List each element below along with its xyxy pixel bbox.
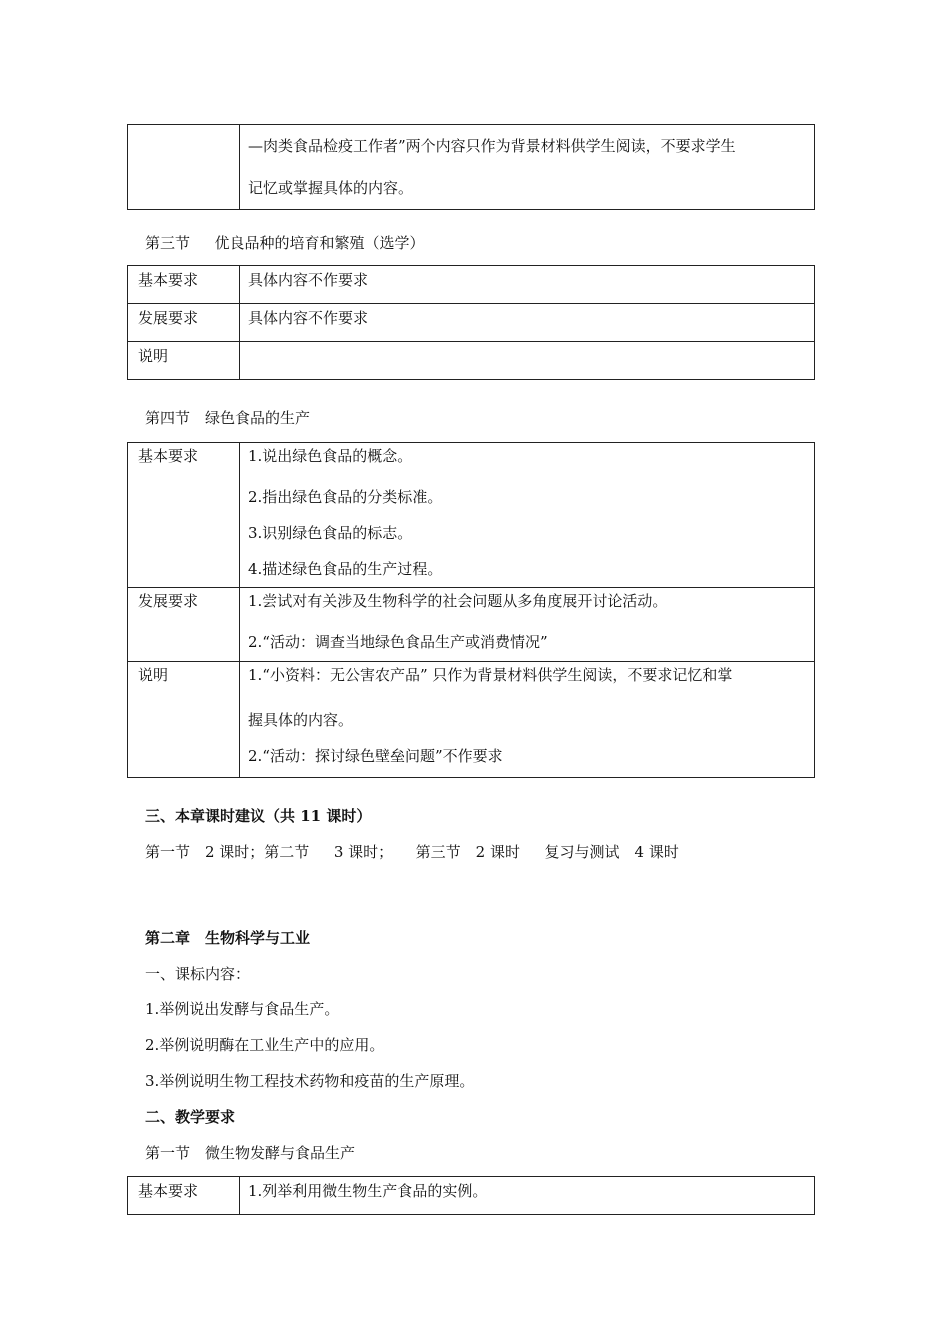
- section-3-table: [127, 265, 815, 380]
- row-value: [240, 1177, 815, 1215]
- standards-heading: 一、课标内容：: [145, 965, 251, 983]
- chapter-2-section-1-table: [127, 1176, 815, 1215]
- table-row: [128, 588, 815, 662]
- row-key: 发展要求: [128, 304, 240, 342]
- hours-heading: 三、本章课时建议（共 11 课时）: [145, 807, 372, 825]
- row-key: 说明: [128, 342, 240, 380]
- row-line: 具体内容不作要求: [248, 271, 369, 289]
- row-value: [240, 443, 815, 588]
- table-row: [128, 266, 815, 304]
- row-line: 2.“活动：探讨绿色壁垒问题”不作要求: [248, 747, 503, 765]
- top-table: [127, 124, 815, 210]
- section-4-title: 第四节 绿色食品的生产: [145, 409, 311, 427]
- row-line: 2.指出绿色食品的分类标准。: [248, 488, 443, 506]
- row-key: [128, 125, 240, 210]
- row-value: [240, 266, 815, 304]
- row-key: 说明: [128, 662, 240, 778]
- row-value: [240, 125, 815, 210]
- hours-line: 第一节 2 课时；第二节 3 课时； 第三节 2 课时 复习与测试 4 课时: [145, 843, 679, 861]
- standard-item: 1.举例说出发酵与食品生产。: [145, 1000, 340, 1018]
- row-line: 1.说出绿色食品的概念。: [248, 447, 413, 465]
- row-line: —肉类食品检疫工作者”两个内容只作为背景材料供学生阅读，不要求学生: [248, 137, 736, 155]
- row-value: [240, 662, 815, 778]
- row-value: [240, 342, 815, 380]
- row-value: [240, 588, 815, 662]
- section-3-title: 第三节 优良品种的培育和繁殖（选学）: [145, 234, 425, 252]
- row-key: 基本要求: [128, 266, 240, 304]
- row-value: [240, 304, 815, 342]
- row-line: 握具体的内容。: [248, 711, 354, 729]
- row-line: 3.识别绿色食品的标志。: [248, 524, 413, 542]
- row-line: 4.描述绿色食品的生产过程。: [248, 560, 443, 578]
- row-line: 2.“活动：调查当地绿色食品生产或消费情况”: [248, 633, 548, 651]
- row-line: 记忆或掌握具体的内容。: [248, 179, 414, 197]
- table-row: [128, 443, 815, 588]
- table-row: [128, 1177, 815, 1215]
- row-key: 基本要求: [128, 1177, 240, 1215]
- chapter-2-title: 第二章 生物科学与工业: [145, 929, 311, 947]
- teaching-heading: 二、教学要求: [145, 1108, 236, 1126]
- standard-item: 2.举例说明酶在工业生产中的应用。: [145, 1036, 385, 1054]
- section-4-table: [127, 442, 815, 778]
- row-line: 具体内容不作要求: [248, 309, 369, 327]
- row-line: 1.列举利用微生物生产食品的实例。: [248, 1182, 488, 1200]
- table-row: [128, 304, 815, 342]
- row-line: 1.“小资料：无公害农产品” 只作为背景材料供学生阅读，不要求记忆和掌: [248, 666, 733, 684]
- table-row: [128, 125, 815, 210]
- chapter-2-section-1-title: 第一节 微生物发酵与食品生产: [145, 1144, 356, 1162]
- row-key: 发展要求: [128, 588, 240, 662]
- table-row: [128, 662, 815, 778]
- row-line: 1.尝试对有关涉及生物科学的社会问题从多角度展开讨论活动。: [248, 592, 668, 610]
- row-key: 基本要求: [128, 443, 240, 588]
- standard-item: 3.举例说明生物工程技术药物和疫苗的生产原理。: [145, 1072, 475, 1090]
- table-row: [128, 342, 815, 380]
